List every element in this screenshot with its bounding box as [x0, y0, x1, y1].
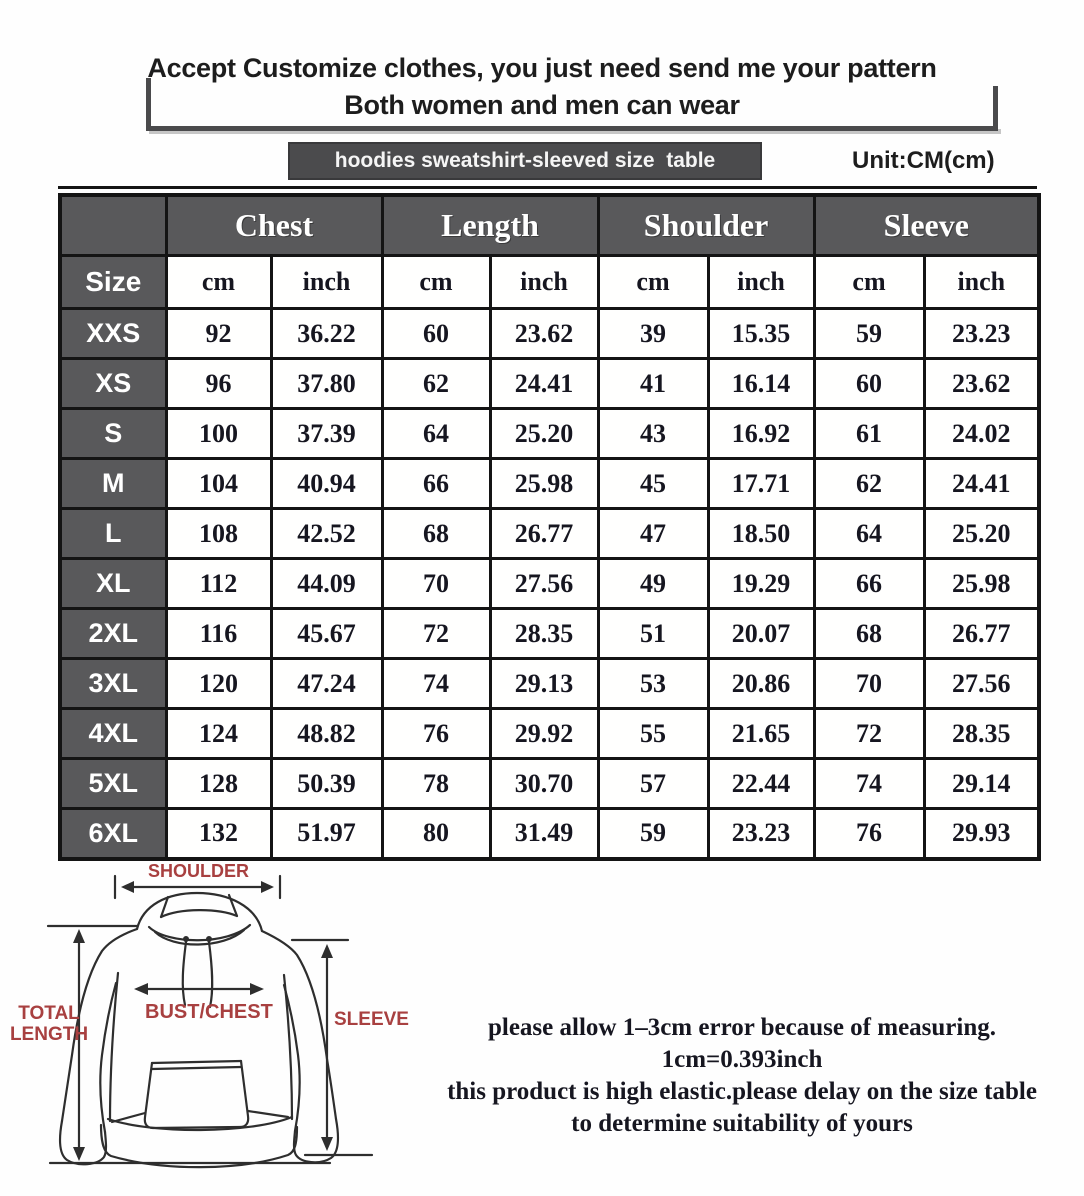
hoodie-pocket: [112, 1061, 288, 1128]
measurement-cell: 57: [598, 759, 708, 809]
size-label-cell: 2XL: [60, 609, 166, 659]
measurement-cell: 92: [166, 309, 271, 359]
total-length-label: [8, 1003, 90, 1046]
measurement-cell: 20.86: [708, 659, 814, 709]
measurement-cell: 120: [166, 659, 271, 709]
measurement-cell: 23.23: [708, 809, 814, 859]
measurement-cell: 59: [598, 809, 708, 859]
measurement-cell: 29.92: [490, 709, 598, 759]
table-row: [60, 609, 1039, 659]
measurement-cell: 124: [166, 709, 271, 759]
measurement-cell: 50.39: [271, 759, 382, 809]
measurement-cell: 22.44: [708, 759, 814, 809]
measurement-cell: 66: [814, 559, 924, 609]
measurement-cell: 15.35: [708, 309, 814, 359]
measurement-cell: 60: [814, 359, 924, 409]
measurement-cell: 31.49: [490, 809, 598, 859]
measurement-cell: 41: [598, 359, 708, 409]
unit-label: Unit:CM(cm): [852, 147, 995, 174]
table-row: [60, 509, 1039, 559]
measurement-cell: 53: [598, 659, 708, 709]
measurement-cell: 49: [598, 559, 708, 609]
measurement-cell: 26.77: [924, 609, 1039, 659]
measurement-cell: 25.20: [490, 409, 598, 459]
measurement-cell: 128: [166, 759, 271, 809]
measurement-cell: 42.52: [271, 509, 382, 559]
group-header-length: Length: [382, 195, 598, 256]
subtitle-label: hoodies sweatshirt-sleeved size table: [334, 149, 716, 172]
table-row: [60, 459, 1039, 509]
measurement-cell: 47: [598, 509, 708, 559]
measurement-cell: 29.13: [490, 659, 598, 709]
shoulder-label: SHOULDER: [148, 861, 250, 881]
measurement-cell: 96: [166, 359, 271, 409]
measurement-cell: 25.20: [924, 509, 1039, 559]
note-line-3: this product is high elastic.please delay on the size table: [447, 1078, 1037, 1105]
measurement-cell: 44.09: [271, 559, 382, 609]
table-row: [60, 659, 1039, 709]
measurement-cell: 45.67: [271, 609, 382, 659]
measurement-cell: 39: [598, 309, 708, 359]
group-header-chest: Chest: [166, 195, 382, 256]
measurement-cell: 37.80: [271, 359, 382, 409]
measurement-cell: 100: [166, 409, 271, 459]
measurement-cell: 43: [598, 409, 708, 459]
unit-subheader: inch: [490, 256, 598, 309]
measurement-cell: 17.71: [708, 459, 814, 509]
size-label-cell: 6XL: [60, 809, 166, 859]
group-header-shoulder: Shoulder: [598, 195, 814, 256]
total-length-label-line2: LENGTH: [9, 1024, 89, 1046]
measurement-cell: 70: [382, 559, 490, 609]
table-row: [60, 759, 1039, 809]
total-length-label-line1: TOTAL: [18, 1003, 80, 1024]
size-label-cell: M: [60, 459, 166, 509]
measurement-cell: 74: [814, 759, 924, 809]
title-bracket-bottom: [146, 126, 998, 131]
table-row: [60, 359, 1039, 409]
measurement-cell: 27.56: [490, 559, 598, 609]
measurement-cell: 21.65: [708, 709, 814, 759]
measurement-cell: 18.50: [708, 509, 814, 559]
measurement-cell: 112: [166, 559, 271, 609]
size-table-body: [60, 309, 1039, 859]
size-label-cell: XXS: [60, 309, 166, 359]
measurement-cell: 48.82: [271, 709, 382, 759]
measurement-cell: 16.14: [708, 359, 814, 409]
measurement-cell: 40.94: [271, 459, 382, 509]
measurement-cell: 62: [814, 459, 924, 509]
measurement-cell: 36.22: [271, 309, 382, 359]
measurement-cell: 25.98: [490, 459, 598, 509]
measurement-cell: 64: [382, 409, 490, 459]
subtitle-bar: [288, 142, 762, 180]
measurement-cell: 30.70: [490, 759, 598, 809]
measurement-cell: 68: [814, 609, 924, 659]
size-label-cell: S: [60, 409, 166, 459]
note-line-2: 1cm=0.393inch: [661, 1046, 823, 1073]
table-row: [60, 309, 1039, 359]
measurement-cell: 28.35: [924, 709, 1039, 759]
table-row: [60, 559, 1039, 609]
unit-subheader: cm: [598, 256, 708, 309]
measurement-cell: 27.56: [924, 659, 1039, 709]
size-label-cell: XS: [60, 359, 166, 409]
measurement-cell: 70: [814, 659, 924, 709]
measurement-cell: 72: [814, 709, 924, 759]
size-header-cell: Size: [60, 256, 166, 309]
measurement-cell: 80: [382, 809, 490, 859]
measurement-cell: 76: [814, 809, 924, 859]
measurement-cell: 64: [814, 509, 924, 559]
unit-subheader: cm: [166, 256, 271, 309]
measurement-cell: 23.23: [924, 309, 1039, 359]
title-line-2: Both women and men can wear: [344, 90, 740, 120]
measurement-cell: 47.24: [271, 659, 382, 709]
measurement-cell: 23.62: [924, 359, 1039, 409]
hoodie-drawstrings: [183, 942, 212, 1007]
table-row: [60, 709, 1039, 759]
measurement-cell: 24.41: [490, 359, 598, 409]
table-subheader-row: [60, 256, 1039, 309]
hoodie-hood: [137, 893, 262, 945]
corner-cell: [60, 195, 166, 256]
measurement-cell: 62: [382, 359, 490, 409]
measurement-cell: 72: [382, 609, 490, 659]
sleeve-label: SLEEVE: [334, 1009, 409, 1030]
measurement-cell: 55: [598, 709, 708, 759]
measurement-cell: 51: [598, 609, 708, 659]
size-table: [58, 193, 1041, 861]
note-line-4: to determine suitability of yours: [571, 1110, 913, 1137]
table-group-header-row: [60, 195, 1039, 256]
measurement-cell: 37.39: [271, 409, 382, 459]
bust-chest-label: BUST/CHEST: [145, 1001, 273, 1023]
measurement-cell: 59: [814, 309, 924, 359]
measurement-cell: 29.14: [924, 759, 1039, 809]
measurement-cell: 25.98: [924, 559, 1039, 609]
table-row: [60, 809, 1039, 859]
measurement-cell: 19.29: [708, 559, 814, 609]
measurement-cell: 74: [382, 659, 490, 709]
measurement-cell: 51.97: [271, 809, 382, 859]
hoodie-outline: [60, 929, 338, 1167]
bust-chest-arrow: [134, 983, 264, 995]
measurement-cell: 29.93: [924, 809, 1039, 859]
measurement-cell: 45: [598, 459, 708, 509]
note-line-1: please allow 1–3cm error because of measuring.: [487, 1014, 997, 1041]
unit-subheader: inch: [708, 256, 814, 309]
size-label-cell: XL: [60, 559, 166, 609]
measurement-cell: 23.62: [490, 309, 598, 359]
measurement-cell: 24.41: [924, 459, 1039, 509]
measurement-cell: 61: [814, 409, 924, 459]
unit-subheader: cm: [814, 256, 924, 309]
measurement-cell: 16.92: [708, 409, 814, 459]
measurement-cell: 24.02: [924, 409, 1039, 459]
sleeve-arrow: [292, 940, 372, 1155]
unit-subheader: cm: [382, 256, 490, 309]
notes-block: [400, 1012, 1084, 1140]
size-label-cell: 3XL: [60, 659, 166, 709]
measurement-cell: 20.07: [708, 609, 814, 659]
measurement-cell: 78: [382, 759, 490, 809]
measurement-cell: 28.35: [490, 609, 598, 659]
measurement-cell: 66: [382, 459, 490, 509]
title-line-1: Accept Customize clothes, you just need send me your pattern: [147, 53, 937, 83]
unit-subheader: inch: [271, 256, 382, 309]
size-label-cell: L: [60, 509, 166, 559]
measurement-cell: 60: [382, 309, 490, 359]
measurement-cell: 132: [166, 809, 271, 859]
measurement-cell: 76: [382, 709, 490, 759]
measurement-cell: 116: [166, 609, 271, 659]
table-row: [60, 409, 1039, 459]
unit-subheader: inch: [924, 256, 1039, 309]
measurement-cell: 104: [166, 459, 271, 509]
measurement-cell: 108: [166, 509, 271, 559]
measurement-cell: 68: [382, 509, 490, 559]
group-header-sleeve: Sleeve: [814, 195, 1039, 256]
measurement-cell: 26.77: [490, 509, 598, 559]
size-label-cell: 5XL: [60, 759, 166, 809]
size-label-cell: 4XL: [60, 709, 166, 759]
table-top-rule: [58, 186, 1037, 189]
